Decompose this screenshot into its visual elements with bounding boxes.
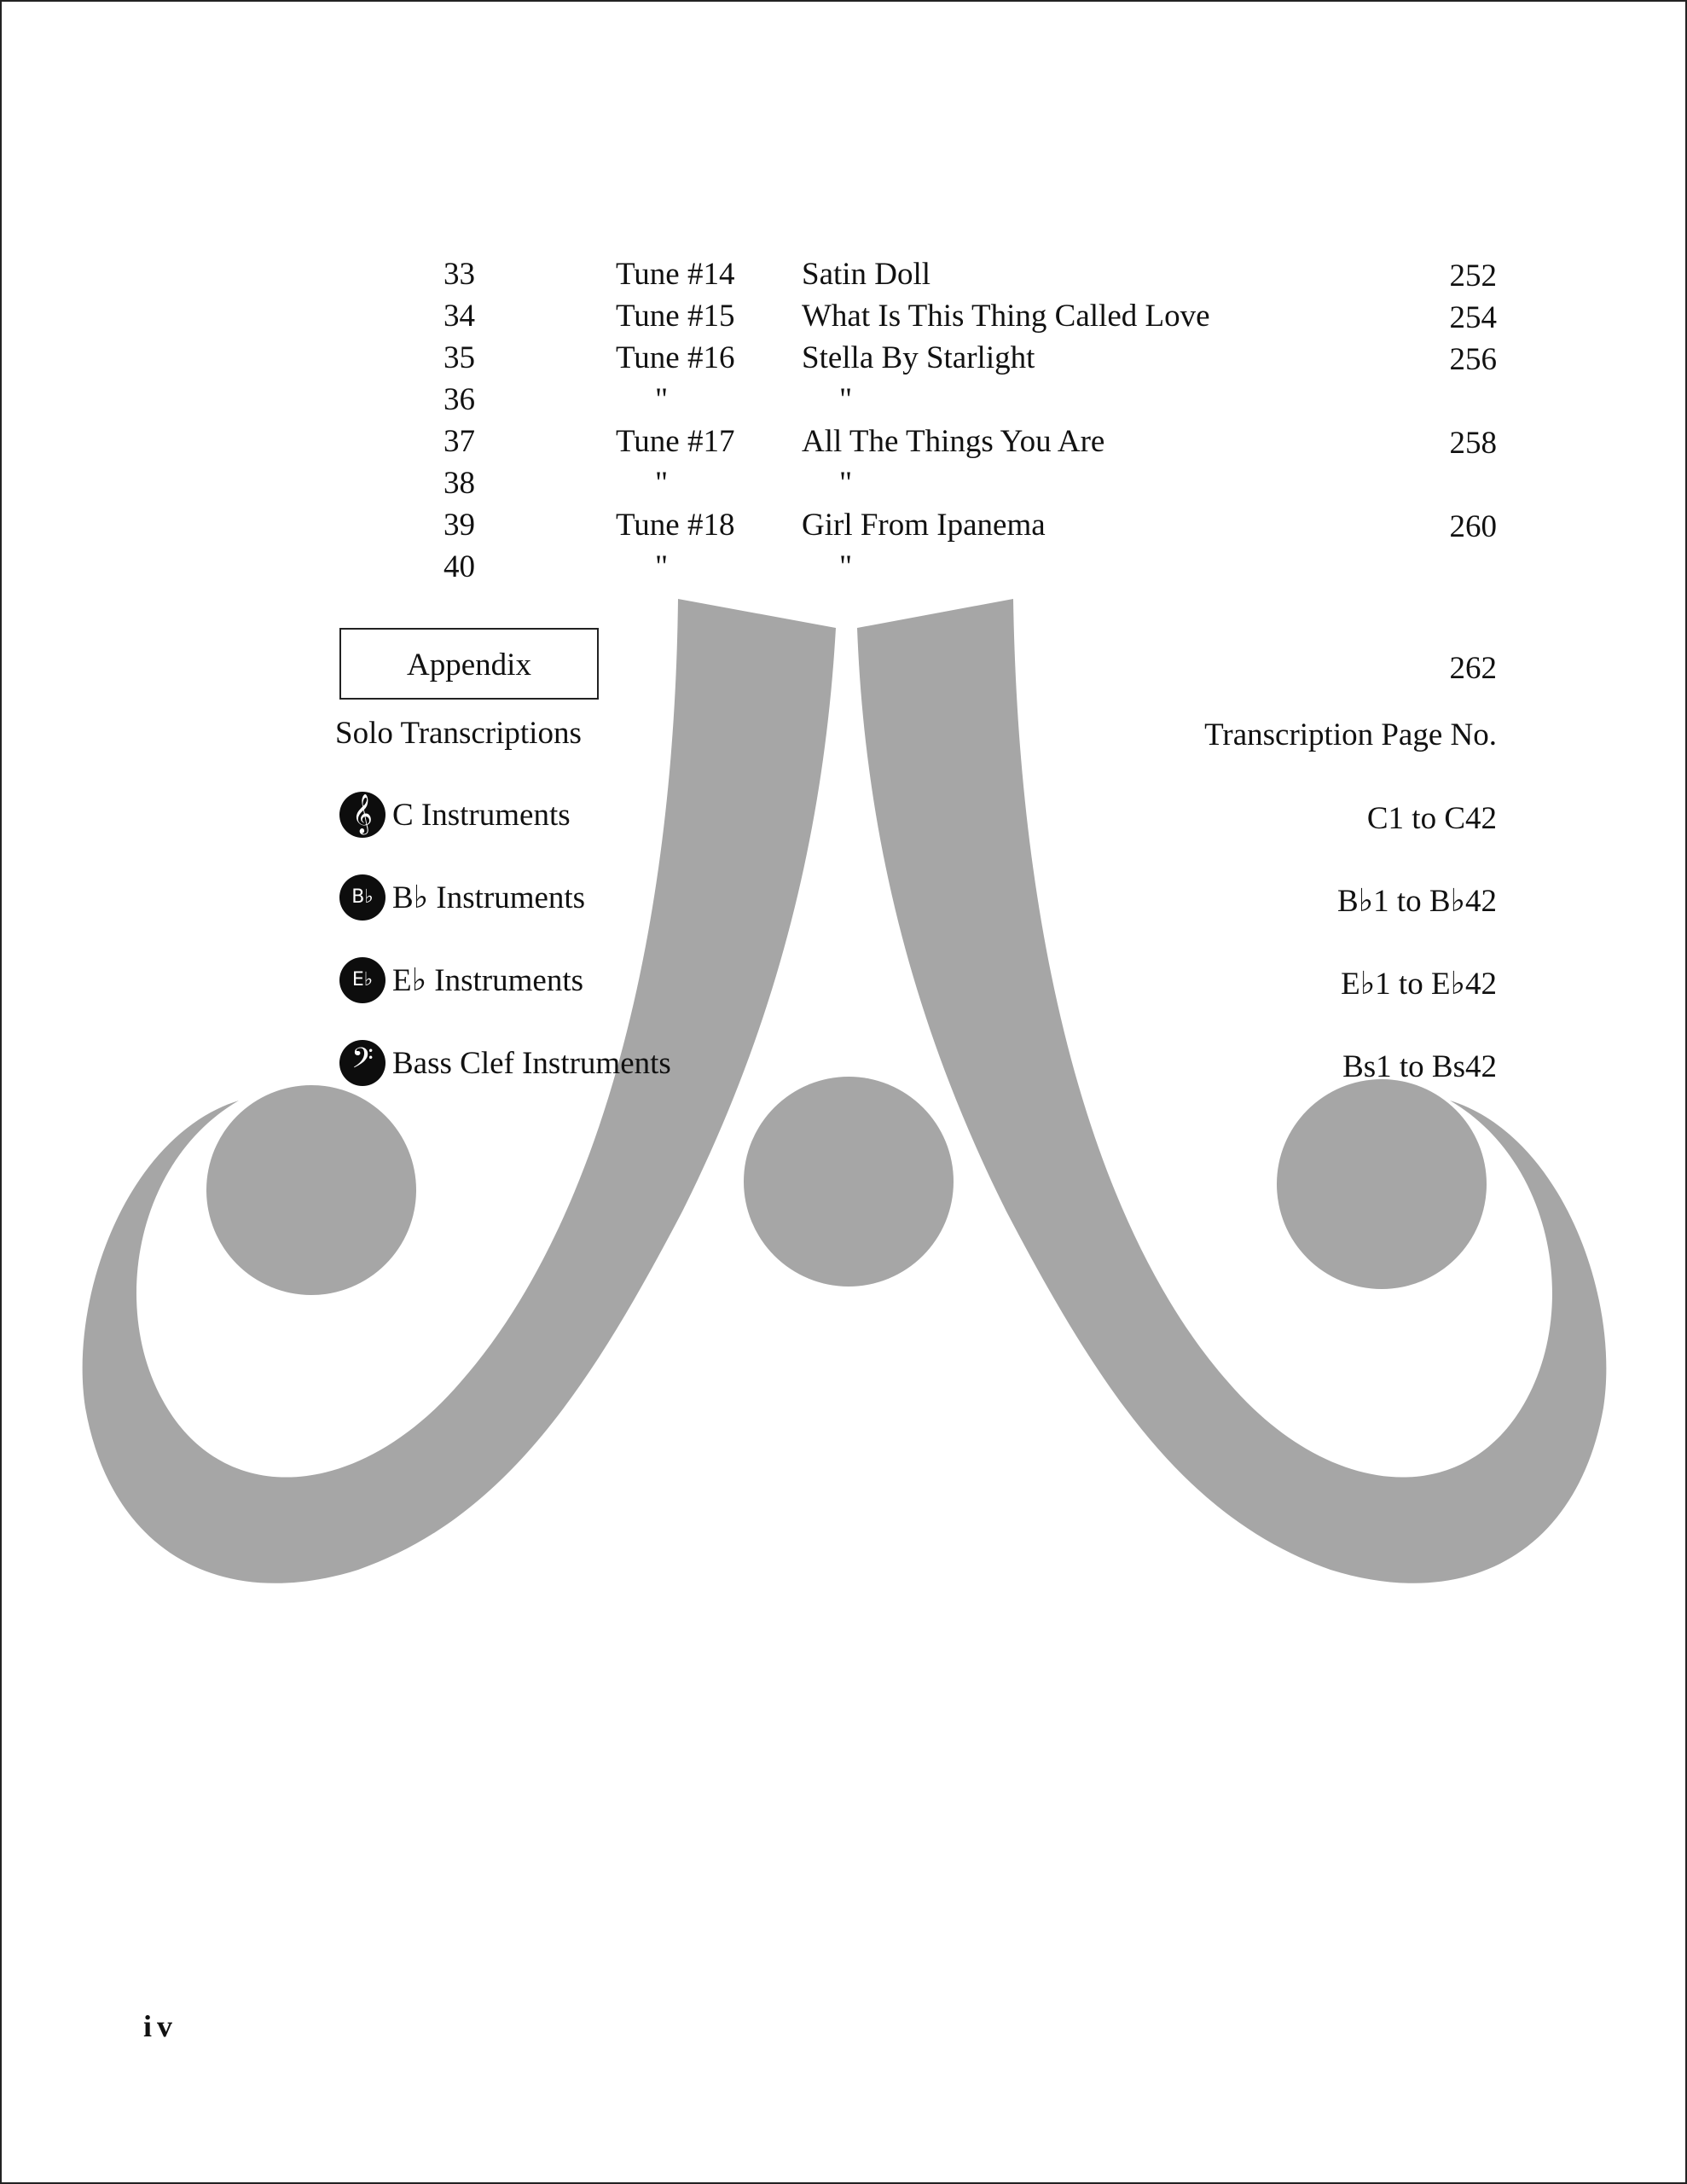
track-number: 35 [443, 340, 475, 375]
track-number: 39 [443, 508, 475, 543]
instrument-label: Bass Clef Instruments [392, 1046, 671, 1081]
instrument-label: B♭ Instruments [392, 880, 586, 915]
page-number: 252 [1449, 258, 1497, 293]
appendix-label: Appendix [407, 648, 531, 682]
tune-title: Stella By Starlight [802, 340, 1035, 375]
tune-label: Tune #14 [616, 257, 735, 292]
ditto-mark: " [655, 549, 669, 584]
tune-title: All The Things You Are [802, 424, 1105, 459]
tune-title: What Is This Thing Called Love [802, 299, 1210, 334]
page-folio: iv [143, 2009, 178, 2043]
ditto-mark: " [839, 382, 853, 417]
transcription-pages: C1 to C42 [1366, 801, 1497, 836]
transcription-pages: B♭1 to B♭42 [1336, 884, 1497, 919]
track-number: 40 [443, 549, 475, 584]
page-number: 260 [1449, 509, 1497, 544]
transcription-pages: E♭1 to E♭42 [1341, 967, 1497, 1002]
track-number: 38 [443, 466, 475, 501]
bass-clef-icon: 𝄢 [339, 1040, 386, 1086]
ditto-mark: " [655, 382, 669, 417]
transcription-pages: Bs1 to Bs42 [1342, 1049, 1497, 1084]
track-number: 34 [443, 299, 475, 334]
page-number: 258 [1449, 426, 1497, 461]
tune-label: Tune #18 [616, 508, 735, 543]
section-heading: Solo Transcriptions [335, 716, 582, 751]
track-number: 36 [443, 382, 475, 417]
treble-clef-icon: 𝄞 [339, 792, 386, 838]
track-number: 37 [443, 424, 475, 459]
tune-label: Tune #16 [616, 340, 735, 375]
track-number: 33 [443, 257, 475, 292]
tune-label: Tune #15 [616, 299, 735, 334]
appendix-button[interactable] [339, 628, 599, 700]
tune-label: Tune #17 [616, 424, 735, 459]
ditto-mark: " [839, 466, 853, 501]
b-flat-icon: B♭ [339, 874, 386, 921]
tune-title: Satin Doll [802, 257, 931, 292]
page-number: 256 [1449, 342, 1497, 377]
instrument-label: E♭ Instruments [392, 963, 584, 998]
appendix-page: 262 [1449, 651, 1497, 686]
instrument-label: C Instruments [392, 798, 571, 833]
tune-title: Girl From Ipanema [802, 508, 1046, 543]
page-number: 254 [1449, 300, 1497, 335]
e-flat-icon: E♭ [339, 957, 386, 1003]
column-heading: Transcription Page No. [1204, 717, 1497, 752]
ditto-mark: " [839, 549, 853, 584]
ditto-mark: " [655, 466, 669, 501]
